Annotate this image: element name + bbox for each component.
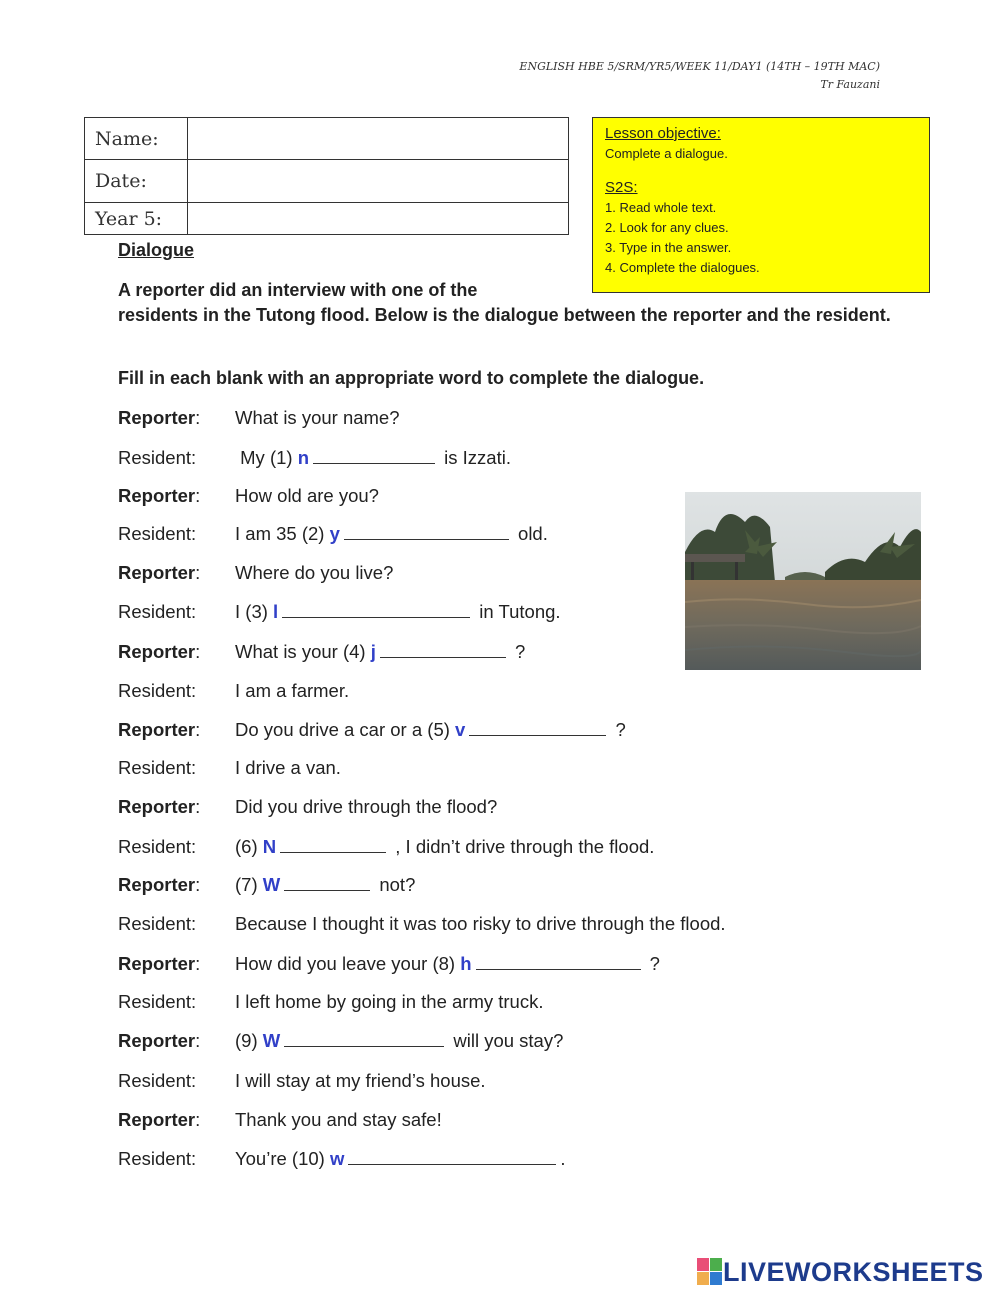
hint-letter: j xyxy=(370,641,376,662)
intro-line1: A reporter did an interview with one of the xyxy=(118,280,478,300)
liveworksheets-logo xyxy=(697,1257,984,1287)
hint-letter: v xyxy=(455,719,466,740)
speaker-label: Resident: xyxy=(118,1148,197,1169)
s2s-step: 4. Complete the dialogues. xyxy=(605,260,760,275)
speaker-name: Reporter xyxy=(118,1109,196,1130)
header-course-code: ENGLISH HBE 5/SRM/YR5/WEEK 11/DAY1 (14TH – 19TH MAC) xyxy=(519,60,880,73)
reporter-line xyxy=(118,561,393,585)
hint-letter: w xyxy=(329,1148,345,1169)
dialogue-text: (7) xyxy=(235,874,263,895)
worksheet-header xyxy=(519,58,880,94)
answer-blank[interactable] xyxy=(348,1147,556,1165)
speaker-name: Resident xyxy=(118,1070,192,1091)
resident-line xyxy=(118,756,341,780)
dialogue-text: . xyxy=(560,1148,566,1169)
reporter-line xyxy=(118,873,415,897)
dialogue-text: in Tutong. xyxy=(474,601,561,622)
speaker-label: Resident: xyxy=(118,991,197,1012)
dialogue-text: I drive a van. xyxy=(235,757,341,778)
answer-blank[interactable] xyxy=(469,718,606,736)
hint-letter: W xyxy=(262,1030,281,1051)
dialogue-text: How did you leave your (8) xyxy=(235,953,461,974)
speaker-label: Reporter: xyxy=(118,1030,201,1051)
resident-line xyxy=(118,990,543,1014)
resident-line xyxy=(118,600,561,624)
answer-blank[interactable] xyxy=(282,600,470,618)
speaker-name: Resident xyxy=(118,991,192,1012)
dialogue-text: You’re (10) xyxy=(235,1148,330,1169)
date-field[interactable] xyxy=(188,160,569,203)
name-label: Name: xyxy=(85,118,188,160)
speaker-label: Reporter: xyxy=(118,485,201,506)
speaker-name: Resident xyxy=(118,757,192,778)
reporter-line xyxy=(118,952,660,976)
instruction: Fill in each blank with an appropriate word to complete the dialogue. xyxy=(118,368,705,388)
dialogue-text: My (1) xyxy=(235,447,298,468)
s2s-step: 1. Read whole text. xyxy=(605,200,717,215)
speaker-name: Reporter xyxy=(118,641,196,662)
hint-letter: n xyxy=(297,447,310,468)
speaker-label: Resident: xyxy=(118,913,197,934)
dialogue-text: will you stay? xyxy=(448,1030,564,1051)
info-row xyxy=(85,160,569,203)
reporter-line xyxy=(118,795,497,819)
objective-text: Complete a dialogue. xyxy=(605,146,728,161)
answer-blank[interactable] xyxy=(380,640,506,658)
speaker-name: Reporter xyxy=(118,562,196,583)
dialogue-text: I am 35 (2) xyxy=(235,523,330,544)
resident-line xyxy=(118,446,511,470)
speaker-name: Resident xyxy=(118,523,192,544)
answer-blank[interactable] xyxy=(280,835,386,853)
objective-title: Lesson objective: xyxy=(605,125,721,142)
intro-rest: residents in the Tutong flood. Below is the dialogue between the reporter and the resident. xyxy=(118,305,891,325)
speaker-label: Resident: xyxy=(118,1070,197,1091)
reporter-line xyxy=(118,1108,442,1132)
year-field[interactable] xyxy=(188,203,569,235)
info-row xyxy=(85,118,569,160)
answer-blank[interactable] xyxy=(476,952,641,970)
speaker-label: Reporter: xyxy=(118,407,201,428)
speaker-name: Resident xyxy=(118,601,192,622)
dialogue-text: I left home by going in the army truck. xyxy=(235,991,544,1012)
speaker-name: Reporter xyxy=(118,485,196,506)
dialogue-text: ? xyxy=(610,719,626,740)
hint-letter: W xyxy=(262,874,281,895)
speaker-label: Reporter: xyxy=(118,796,201,817)
answer-blank[interactable] xyxy=(313,446,435,464)
dialogue-text: ? xyxy=(644,953,660,974)
dialogue-text: not? xyxy=(374,874,416,895)
s2s-step: 3. Type in the answer. xyxy=(605,240,732,255)
speaker-name: Reporter xyxy=(118,1030,196,1051)
dialogue-text: I will stay at my friend’s house. xyxy=(235,1070,486,1091)
flood-photo xyxy=(685,492,921,670)
speaker-name: Reporter xyxy=(118,874,196,895)
speaker-label: Resident: xyxy=(118,836,197,857)
intro-paragraph xyxy=(118,278,918,328)
reporter-line xyxy=(118,1029,563,1053)
dialogue-text: Because I thought it was too risky to drive through the flood. xyxy=(235,913,726,934)
speaker-label: Reporter: xyxy=(118,562,201,583)
speaker-name: Reporter xyxy=(118,407,196,428)
speaker-name: Reporter xyxy=(118,796,196,817)
answer-blank[interactable] xyxy=(344,522,509,540)
logo-text: LIVEWORKSHEETS xyxy=(723,1256,984,1287)
answer-blank[interactable] xyxy=(284,1029,444,1047)
speaker-name: Resident xyxy=(118,836,192,857)
dialogue-text: ? xyxy=(509,641,526,662)
reporter-line xyxy=(118,406,400,430)
dialogue-text: Thank you and stay safe! xyxy=(235,1109,442,1130)
lesson-objective-box xyxy=(592,117,930,293)
speaker-name: Resident xyxy=(118,447,192,468)
s2s-title: S2S: xyxy=(605,179,638,196)
speaker-label: Resident: xyxy=(118,447,197,468)
year-label: Year 5: xyxy=(85,203,188,235)
resident-line xyxy=(118,522,548,546)
resident-line xyxy=(118,679,349,703)
speaker-name: Resident xyxy=(118,913,192,934)
speaker-label: Resident: xyxy=(118,757,197,778)
speaker-label: Reporter: xyxy=(118,953,201,974)
speaker-label: Resident: xyxy=(118,523,197,544)
speaker-label: Reporter: xyxy=(118,719,201,740)
speaker-label: Reporter: xyxy=(118,874,201,895)
dialogue-text: old. xyxy=(512,523,548,544)
hint-letter: l xyxy=(273,601,279,622)
s2s-step: 2. Look for any clues. xyxy=(605,220,729,235)
speaker-label: Reporter: xyxy=(118,1109,201,1130)
speaker-name: Reporter xyxy=(118,719,196,740)
speaker-name: Resident xyxy=(118,680,192,701)
dialogue-text: I (3) xyxy=(235,601,274,622)
dialogue-text: What is your (4) xyxy=(235,641,371,662)
resident-line xyxy=(118,1069,486,1093)
info-row xyxy=(85,203,569,235)
header-teacher: Tr Fauzani xyxy=(820,78,880,91)
reporter-line xyxy=(118,640,525,664)
speaker-label: Resident: xyxy=(118,680,197,701)
resident-line xyxy=(118,912,726,936)
resident-line xyxy=(118,835,654,859)
dialogue-text: (9) xyxy=(235,1030,263,1051)
dialogue-text: (6) xyxy=(235,836,263,857)
dialogue-text: Where do you live? xyxy=(235,562,394,583)
hint-letter: y xyxy=(329,523,340,544)
resident-line xyxy=(118,1147,566,1171)
speaker-name: Reporter xyxy=(118,953,196,974)
reporter-line xyxy=(118,718,626,742)
speaker-name: Resident xyxy=(118,1148,192,1169)
dialogue-text: is Izzati. xyxy=(439,447,511,468)
answer-blank[interactable] xyxy=(284,873,370,891)
dialogue-text: How old are you? xyxy=(235,485,379,506)
date-label: Date: xyxy=(85,160,188,203)
student-info-table xyxy=(84,117,569,235)
hint-letter: N xyxy=(262,836,277,857)
dialogue-text: I am a farmer. xyxy=(235,680,350,701)
speaker-label: Reporter: xyxy=(118,641,201,662)
reporter-line xyxy=(118,484,379,508)
dialogue-text: Do you drive a car or a (5) xyxy=(235,719,456,740)
section-heading: Dialogue xyxy=(118,240,195,260)
dialogue-text: , I didn’t drive through the flood. xyxy=(390,836,655,857)
logo-badge-icon xyxy=(697,1258,723,1286)
dialogue-text: What is your name? xyxy=(235,407,400,428)
hint-letter: h xyxy=(460,953,472,974)
speaker-label: Resident: xyxy=(118,601,197,622)
dialogue-text: Did you drive through the flood? xyxy=(235,796,498,817)
name-field[interactable] xyxy=(188,118,569,160)
